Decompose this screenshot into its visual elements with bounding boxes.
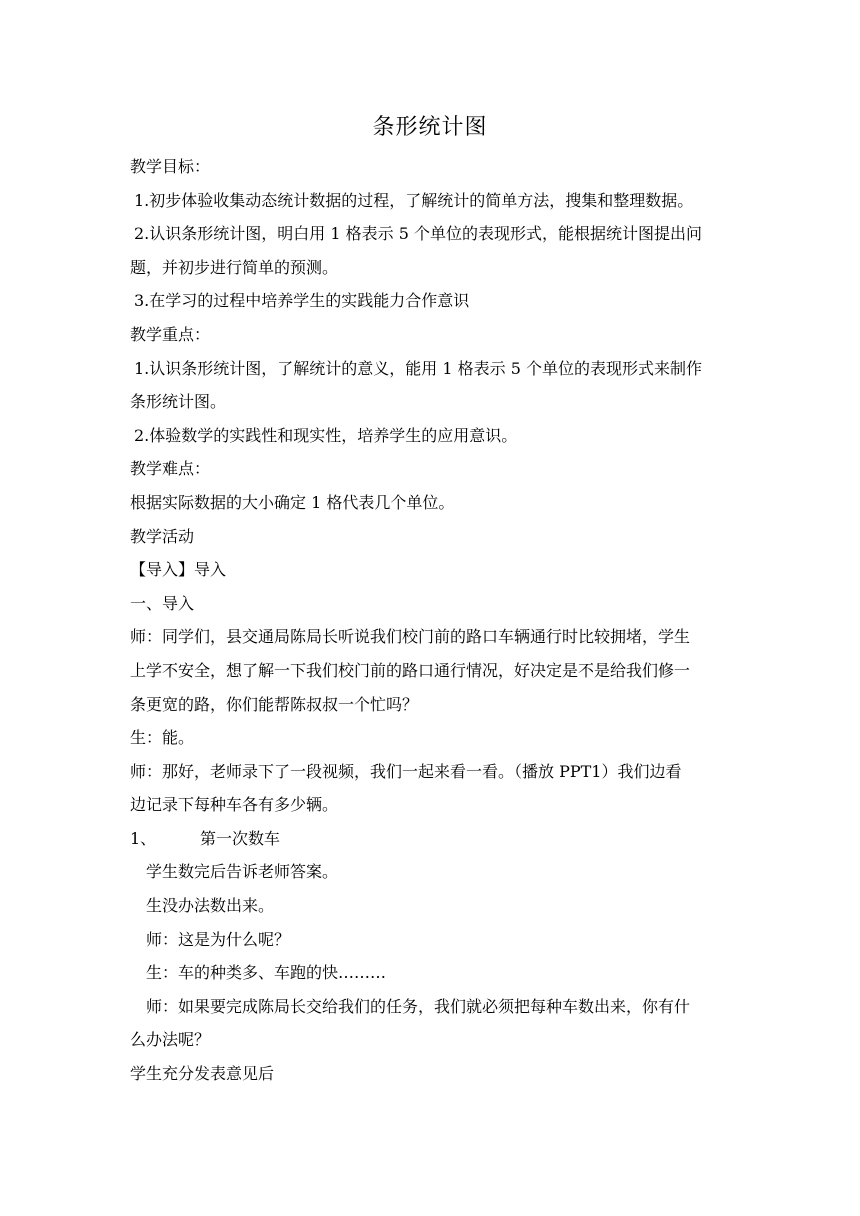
heading-difficulties: 教学难点： [130, 459, 211, 479]
student-reply-1: 生：能。 [130, 728, 195, 748]
key-point-2: 2.体验数学的实践性和现实性，培养学生的应用意识。 [134, 425, 518, 445]
paragraph-teacher-2-line-2: 边记录下每种车各有多少辆。 [130, 795, 339, 815]
list-number: 1、 [130, 828, 157, 848]
dialog-line-5: 师：如果要完成陈局长交给我们的任务，我们就必须把每种车数出来，你有什 [146, 996, 691, 1016]
dialog-line-1: 学生数完后告诉老师答案。 [146, 862, 339, 882]
dialog-line-2: 生没办法数出来。 [146, 896, 275, 916]
goal-item-1: 1.初步体验收集动态统计数据的过程，了解统计的简单方法，搜集和整理数据。 [134, 190, 694, 210]
paragraph-teacher-1-line-2: 上学不安全，想了解一下我们校门前的路口通行情况，好决定是不是给我们修一 [130, 660, 691, 680]
document-title: 条形统计图 [372, 115, 488, 140]
document-body [130, 150, 732, 1091]
section-intro-heading: 一、导入 [130, 593, 195, 613]
heading-teaching-activity: 教学活动 [130, 526, 195, 546]
paragraph-teacher-2-line-1: 师：那好，老师录下了一段视频，我们一起来看一看。（播放 PPT1）我们边看 [130, 761, 682, 781]
key-point-1-continued: 条形统计图。 [130, 392, 227, 412]
paragraph-teacher-1-line-1: 师：同学们，县交通局陈局长听说我们校门前的路口车辆通行时比较拥堵，学生 [130, 627, 691, 647]
numbered-item-first-count [130, 822, 732, 856]
key-point-1: 1.认识条形统计图，了解统计的意义，能用 1 格表示 5 个单位的表现形式来制作 [134, 358, 702, 378]
heading-teaching-goals: 教学目标： [130, 157, 211, 176]
closing-line: 学生充分发表意见后 [130, 1064, 275, 1084]
paragraph-teacher-1-line-3: 条更宽的路，你们能帮陈叔叔一个忙吗？ [130, 694, 419, 714]
dialog-line-5-continued: 么办法呢？ [130, 1030, 211, 1050]
section-intro-label: 【导入】导入 [130, 560, 227, 580]
heading-key-points: 教学重点： [130, 324, 211, 344]
goal-item-2-continued: 题，并初步进行简单的预测。 [130, 257, 339, 277]
dialog-line-4: 生：车的种类多、车跑的快……… [146, 963, 387, 983]
dialog-line-3: 师：这是为什么呢？ [146, 929, 291, 949]
goal-item-2: 2.认识条形统计图，明白用 1 格表示 5 个单位的表现形式，能根据统计图提出问 [134, 224, 702, 244]
goal-item-3: 3.在学习的过程中培养学生的实践能力合作意识 [134, 291, 470, 311]
difficulty-text: 根据实际数据的大小确定 1 格代表几个单位。 [130, 492, 455, 512]
numbered-item-text: 第一次数车 [200, 828, 281, 848]
